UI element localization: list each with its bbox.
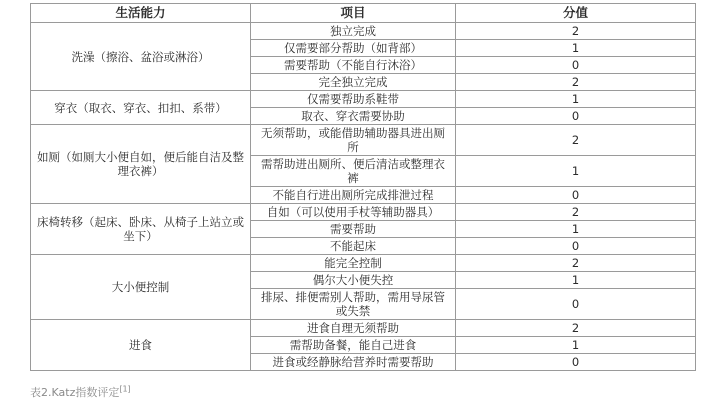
table-row <box>31 23 696 40</box>
ability-cell: 大小便控制 <box>31 255 251 320</box>
score-cell: 2 <box>456 74 696 91</box>
caption-text: 表2.Katz指数评定 <box>30 386 120 399</box>
item-cell: 取衣、穿衣需要协助 <box>251 108 456 125</box>
katz-index-table <box>30 3 696 371</box>
table-row <box>31 255 696 272</box>
score-cell: 1 <box>456 156 696 187</box>
table-row <box>31 125 696 156</box>
table-header-row <box>31 4 696 23</box>
score-cell: 1 <box>456 91 696 108</box>
item-cell: 不能自行进出厕所完成排泄过程 <box>251 187 456 204</box>
item-cell: 需要帮助（不能自行沐浴） <box>251 57 456 74</box>
ability-cell: 如厕（如厕大小便自如，便后能自洁及整理衣裤） <box>31 125 251 204</box>
score-cell: 1 <box>456 272 696 289</box>
item-cell: 排尿、排便需别人帮助，需用导尿管或失禁 <box>251 289 456 320</box>
score-cell: 0 <box>456 108 696 125</box>
table-body <box>31 23 696 371</box>
item-cell: 独立完成 <box>251 23 456 40</box>
score-cell: 2 <box>456 23 696 40</box>
item-cell: 自如（可以使用手杖等辅助器具） <box>251 204 456 221</box>
ability-cell: 穿衣（取衣、穿衣、扣扣、系带） <box>31 91 251 125</box>
item-cell: 偶尔大小便失控 <box>251 272 456 289</box>
table-row <box>31 320 696 337</box>
table-row <box>31 204 696 221</box>
header-score: 分值 <box>456 4 696 23</box>
score-cell: 0 <box>456 187 696 204</box>
item-cell: 完全独立完成 <box>251 74 456 91</box>
header-ability: 生活能力 <box>31 4 251 23</box>
score-cell: 0 <box>456 289 696 320</box>
caption-reference: [1] <box>119 384 131 394</box>
score-cell: 1 <box>456 221 696 238</box>
ability-cell: 进食 <box>31 320 251 371</box>
score-cell: 1 <box>456 40 696 57</box>
item-cell: 无须帮助，或能借助辅助器具进出厕所 <box>251 125 456 156</box>
score-cell: 0 <box>456 354 696 371</box>
score-cell: 0 <box>456 238 696 255</box>
table-row <box>31 91 696 108</box>
item-cell: 不能起床 <box>251 238 456 255</box>
ability-cell: 床椅转移（起床、卧床、从椅子上站立或坐下） <box>31 204 251 255</box>
table-caption <box>30 384 131 400</box>
item-cell: 进食或经静脉给营养时需要帮助 <box>251 354 456 371</box>
score-cell: 2 <box>456 255 696 272</box>
item-cell: 仅需要部分帮助（如背部） <box>251 40 456 57</box>
item-cell: 需帮助进出厕所、便后清洁或整理衣裤 <box>251 156 456 187</box>
item-cell: 需要帮助 <box>251 221 456 238</box>
score-cell: 0 <box>456 57 696 74</box>
item-cell: 仅需要帮助系鞋带 <box>251 91 456 108</box>
score-cell: 2 <box>456 320 696 337</box>
item-cell: 需帮助备餐，能自己进食 <box>251 337 456 354</box>
score-cell: 2 <box>456 125 696 156</box>
item-cell: 能完全控制 <box>251 255 456 272</box>
score-cell: 2 <box>456 204 696 221</box>
item-cell: 进食自理无须帮助 <box>251 320 456 337</box>
score-cell: 1 <box>456 337 696 354</box>
ability-cell: 洗澡（擦浴、盆浴或淋浴） <box>31 23 251 91</box>
header-item: 项目 <box>251 4 456 23</box>
